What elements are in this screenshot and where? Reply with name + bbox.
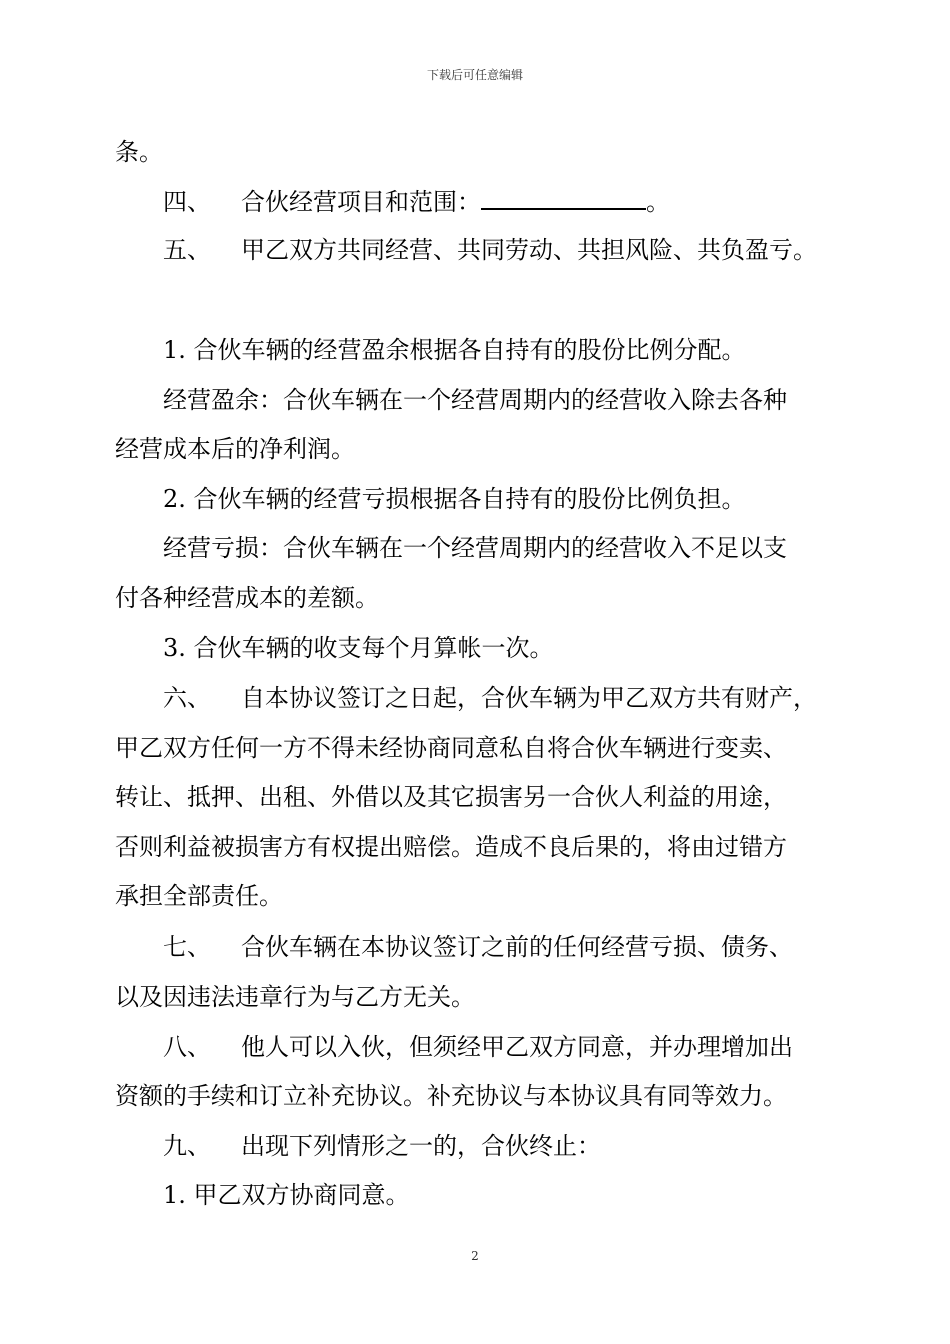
text-line: 付各种经营成本的差额。 — [115, 584, 379, 612]
clause-nine — [163, 1131, 601, 1161]
text-line: 2. 合伙车辆的经营亏损根据各自持有的股份比例负担。 — [163, 485, 746, 513]
page-number: 2 — [471, 1249, 479, 1263]
fill-in-blank — [481, 186, 646, 210]
text-line: 1. 甲乙双方协商同意。 — [163, 1181, 410, 1209]
text-line: 以及因违法违章行为与乙方无关。 — [115, 983, 475, 1011]
clause-number: 六、 — [163, 684, 211, 712]
clause-text: 合伙经营项目和范围： — [241, 188, 481, 216]
text-line: 经营成本后的净利润。 — [115, 435, 355, 463]
page-header: 下载后可任意编辑 — [426, 68, 523, 82]
text-line: 甲乙双方任何一方不得未经协商同意私自将合伙车辆进行变卖、 — [115, 734, 787, 762]
text-line: 经营盈余：合伙车辆在一个经营周期内的经营收入除去各种 — [163, 386, 787, 414]
text-line: 资额的手续和订立补充协议。补充协议与本协议具有同等效力。 — [115, 1082, 787, 1110]
clause-number: 九、 — [163, 1132, 211, 1160]
clause-text: 合伙车辆在本协议签订之前的任何经营亏损、债务、 — [241, 933, 793, 961]
clause-seven — [163, 932, 793, 962]
clause-four — [163, 186, 670, 217]
clause-text: 自本协议签订之日起，合伙车辆为甲乙双方共有财产， — [241, 684, 817, 712]
clause-eight — [163, 1032, 793, 1062]
clause-number: 七、 — [163, 933, 211, 961]
text-line: 条。 — [115, 138, 163, 166]
clause-text: 甲乙双方共同经营、共同劳动、共担风险、共负盈亏。 — [241, 236, 817, 264]
clause-number: 八、 — [163, 1033, 211, 1061]
clause-number: 五、 — [163, 236, 211, 264]
clause-text: 他人可以入伙，但须经甲乙双方同意，并办理增加出 — [241, 1033, 793, 1061]
text-line: 3. 合伙车辆的收支每个月算帐一次。 — [163, 634, 554, 662]
clause-six — [163, 683, 817, 713]
clause-end: 。 — [646, 188, 670, 216]
clause-number: 四、 — [163, 188, 211, 216]
clause-five — [163, 235, 817, 265]
text-line: 否则利益被损害方有权提出赔偿。造成不良后果的，将由过错方 — [115, 833, 787, 861]
text-line: 承担全部责任。 — [115, 882, 283, 910]
text-line: 转让、抵押、出租、外借以及其它损害另一合伙人利益的用途， — [115, 783, 787, 811]
text-line: 经营亏损：合伙车辆在一个经营周期内的经营收入不足以支 — [163, 534, 787, 562]
clause-text: 出现下列情形之一的，合伙终止： — [241, 1132, 601, 1160]
text-line: 1. 合伙车辆的经营盈余根据各自持有的股份比例分配。 — [163, 336, 746, 364]
